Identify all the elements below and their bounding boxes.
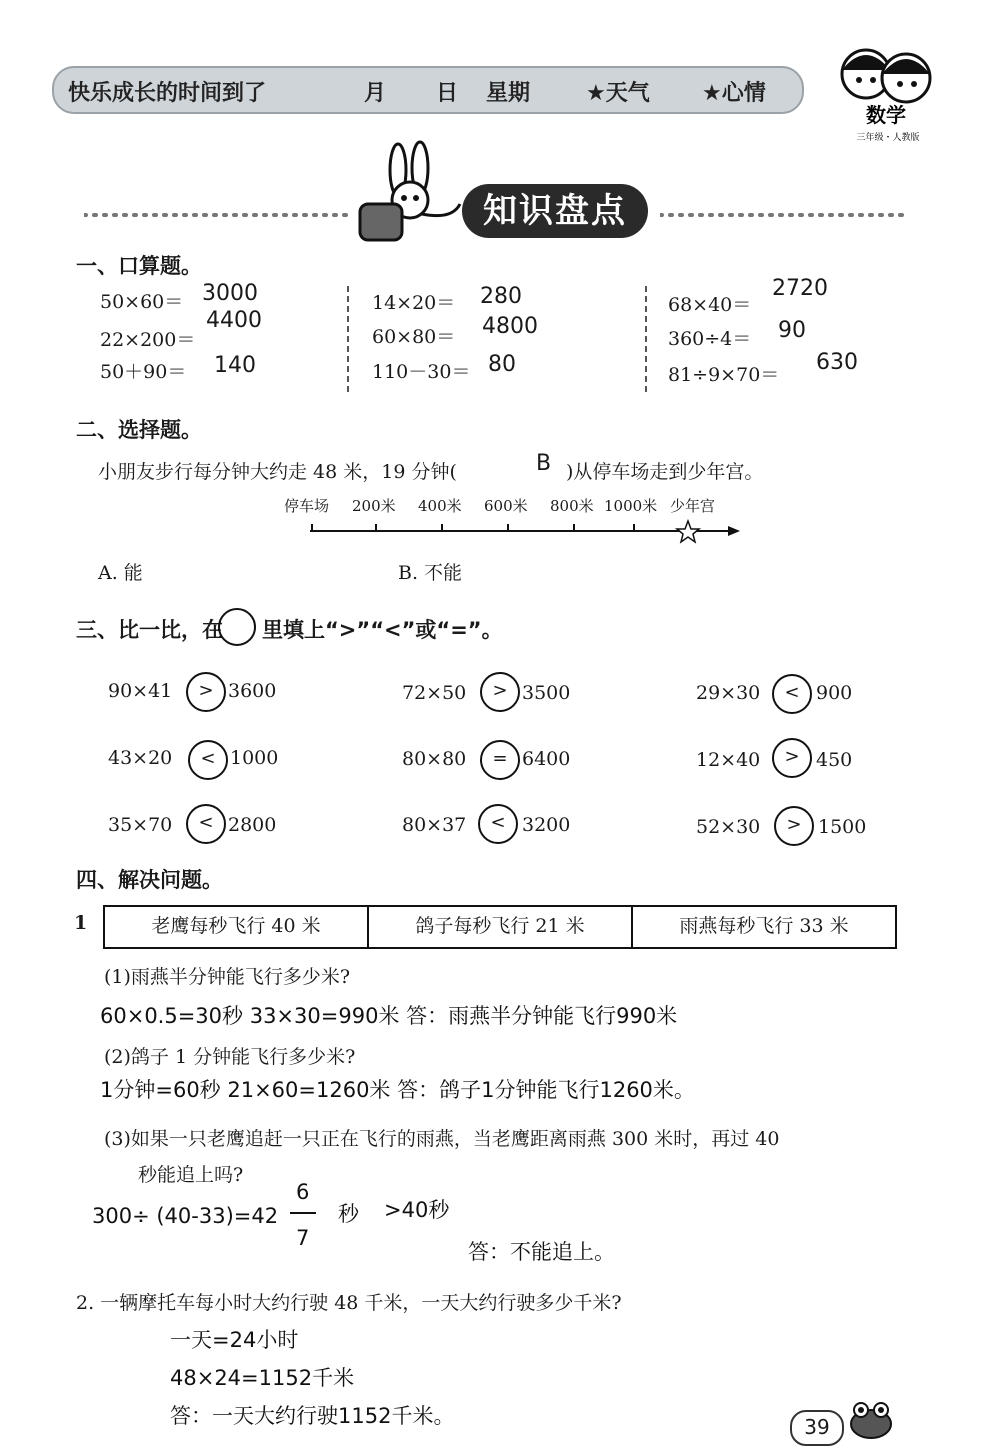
compare-right: 2800 — [228, 814, 277, 836]
answer-4-line1: 一天=24小时 — [170, 1328, 299, 1352]
blank-circle-icon — [218, 608, 256, 646]
frog-icon — [846, 1392, 896, 1442]
calc-answer: 630 — [816, 350, 858, 375]
compare-symbol: < — [478, 804, 518, 844]
compare-right: 1000 — [230, 747, 279, 769]
compare-right: 3600 — [228, 680, 277, 702]
compare-left: 12×40 — [696, 749, 761, 771]
header-weekday: 星期 — [486, 81, 531, 106]
section2-title: 二、选择题。 — [76, 418, 202, 442]
calc-q: 50＋90＝ — [100, 361, 187, 383]
calc-answer: 280 — [480, 284, 522, 309]
kids-illustration-icon — [826, 38, 946, 148]
column-divider — [347, 286, 349, 392]
problem-2-question: 2. 一辆摩托车每小时大约行驶 48 千米，一天大约行驶多少千米? — [76, 1292, 622, 1314]
section3-title-part1: 三、比一比，在 — [76, 618, 223, 642]
compare-symbol: < — [772, 674, 812, 714]
answer-3-unit: 秒 — [338, 1202, 359, 1226]
subquestion-2: (2)鸽子 1 分钟能飞行多少米? — [104, 1046, 356, 1068]
answer-2: 1分钟=60秒 21×60=1260米 答：鸽子1分钟能飞行1260米。 — [100, 1078, 695, 1102]
answer-3-expression: 300÷ (40-33)=42 — [92, 1204, 279, 1228]
header-weather: ★天气 — [586, 81, 650, 106]
option-a: A. 能 — [98, 562, 143, 584]
compare-symbol: > — [480, 672, 520, 712]
subquestion-3-line2: 秒能追上吗? — [138, 1164, 244, 1186]
fraction-denominator: 7 — [296, 1226, 310, 1250]
line-label: 400米 — [418, 497, 462, 515]
calc-q: 50×60＝ — [100, 291, 184, 313]
compare-right: 450 — [816, 749, 853, 771]
compare-right: 1500 — [818, 816, 867, 838]
section-banner-title: 知识盘点 — [462, 184, 648, 238]
compare-left: 29×30 — [696, 682, 761, 704]
answer-4-line2: 48×24=1152千米 — [170, 1366, 355, 1390]
compare-left: 80×37 — [402, 814, 467, 836]
badge-grade: 三年级・人教版 — [856, 133, 920, 143]
header-month: 月 — [364, 81, 387, 106]
table-cell: 鸽子每秒飞行 21 米 — [369, 907, 633, 947]
compare-left: 43×20 — [108, 747, 173, 769]
star-icon — [677, 521, 699, 542]
column-divider — [645, 286, 647, 392]
answer-4-line3: 答：一天大约行驶1152千米。 — [170, 1404, 455, 1428]
compare-right: 3500 — [522, 682, 571, 704]
badge-subject: 数学 — [866, 103, 906, 127]
header-day: 日 — [436, 81, 459, 106]
problem-number: 1 — [74, 912, 88, 934]
answer-3-compare: >40秒 — [384, 1198, 450, 1222]
table-cell: 雨燕每秒飞行 33 米 — [679, 915, 849, 937]
compare-right: 900 — [816, 682, 853, 704]
calc-answer: 4400 — [206, 308, 262, 333]
calc-q: 110－30＝ — [372, 361, 471, 383]
header-mood: ★心情 — [702, 81, 766, 106]
fraction-bar — [290, 1212, 316, 1214]
fraction-numerator: 6 — [296, 1180, 310, 1204]
compare-symbol: < — [186, 804, 226, 844]
calc-answer: 90 — [778, 318, 806, 343]
compare-left: 52×30 — [696, 816, 761, 838]
divider-dots — [660, 212, 910, 218]
answer-1: 60×0.5=30秒 33×30=990米 答：雨燕半分钟能飞行990米 — [100, 1004, 678, 1028]
rabbit-icon — [352, 140, 464, 250]
page-number: 39 — [790, 1410, 844, 1446]
choice-answer: B — [536, 451, 552, 476]
compare-left: 90×41 — [108, 680, 173, 702]
distance-line — [310, 518, 740, 544]
divider-dots — [84, 212, 354, 218]
compare-symbol: > — [772, 738, 812, 778]
calc-q: 60×80＝ — [372, 326, 456, 348]
compare-left: 35×70 — [108, 814, 173, 836]
compare-symbol: = — [480, 740, 520, 780]
calc-q: 360÷4＝ — [668, 328, 752, 350]
calc-answer: 140 — [214, 353, 256, 378]
calc-q: 22×200＝ — [100, 329, 196, 351]
bird-speed-table — [103, 905, 897, 949]
header-slogan: 快乐成长的时间到了 — [68, 81, 267, 106]
line-label: 200米 — [352, 497, 396, 515]
compare-right: 6400 — [522, 748, 571, 770]
choice-question-part2: )从停车场走到少年宫。 — [566, 461, 764, 483]
line-label-end: 少年宫 — [670, 497, 716, 515]
calc-answer: 80 — [488, 352, 516, 377]
compare-symbol: < — [188, 740, 228, 780]
compare-symbol: > — [186, 672, 226, 712]
line-label: 1000米 — [604, 497, 658, 515]
header-banner — [52, 66, 804, 114]
section1-title: 一、口算题。 — [76, 254, 202, 278]
section3-title-part2: 里填上“>”“<”或“=”。 — [262, 618, 503, 642]
option-b: B. 不能 — [398, 562, 463, 584]
subquestion-1: (1)雨燕半分钟能飞行多少米? — [104, 966, 351, 988]
compare-symbol: > — [774, 806, 814, 846]
calc-answer: 3000 — [202, 281, 258, 306]
table-cell: 老鹰每秒飞行 40 米 — [105, 907, 369, 947]
line-label: 600米 — [484, 497, 528, 515]
answer-3-conclusion: 答：不能追上。 — [468, 1240, 615, 1264]
line-label: 800米 — [550, 497, 594, 515]
calc-q: 14×20＝ — [372, 292, 456, 314]
compare-left: 72×50 — [402, 682, 467, 704]
subquestion-3-line1: (3)如果一只老鹰追赶一只正在飞行的雨燕，当老鹰距离雨燕 300 米时，再过 40 — [104, 1128, 780, 1150]
choice-question-part1: 小朋友步行每分钟大约走 48 米，19 分钟( — [98, 461, 457, 483]
calc-q: 81÷9×70＝ — [668, 364, 780, 386]
compare-right: 3200 — [522, 814, 571, 836]
compare-left: 80×80 — [402, 748, 467, 770]
calc-q: 68×40＝ — [668, 294, 752, 316]
calc-answer: 4800 — [482, 314, 538, 339]
section4-title: 四、解决问题。 — [76, 868, 223, 892]
calc-answer: 2720 — [772, 276, 828, 301]
line-label-start: 停车场 — [284, 497, 330, 515]
